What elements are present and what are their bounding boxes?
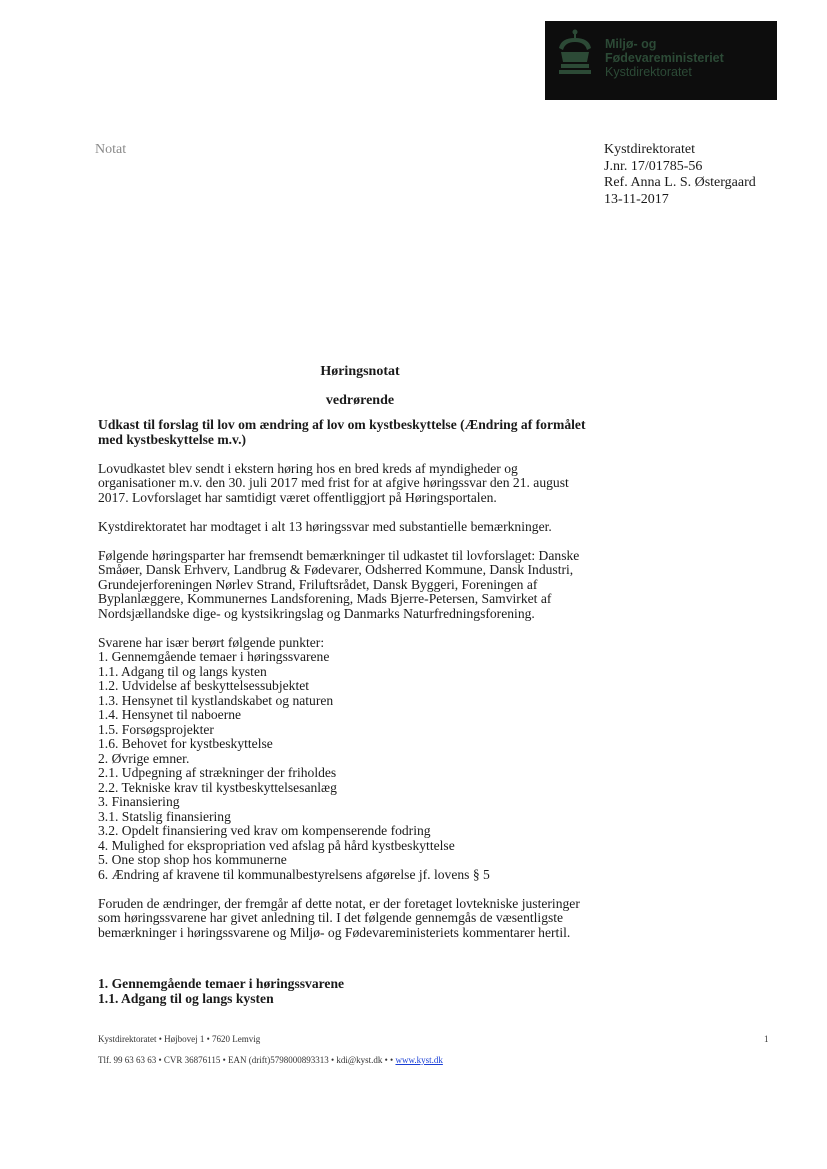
- crown-icon: [553, 28, 597, 78]
- paragraph-adjustments: Foruden de ændringer, der fremgår af dette notat, er der foretaget lovtekniske justeringer som høringssvarene har givet anledning til. I det følgende gennemgås de væsentligste bemærkninger i høringssvarene og Miljø- og Fødevareministeriets kommentarer hertil.: [98, 895, 580, 940]
- section-headings: [98, 977, 344, 1006]
- list-item: 2.1. Udpegning af strækninger der friholdes: [98, 765, 337, 780]
- page-number: 1: [764, 1034, 769, 1044]
- section-heading-1-1: 1.1. Adgang til og langs kysten: [98, 990, 274, 1006]
- meta-journal-number: J.nr. 17/01785-56: [604, 158, 703, 174]
- logo-text-agency: Kystdirektoratet: [605, 65, 692, 79]
- list-item: 1.1. Adgang til og langs kysten: [98, 663, 267, 679]
- list-item: 1.2. Udvidelse af beskyttelsessubjektet: [98, 678, 310, 693]
- document-title: Høringsnotat: [320, 364, 400, 379]
- footer-contact: [98, 1055, 443, 1065]
- topics-list: [98, 636, 598, 883]
- list-item: 3.1. Statslig finansiering: [98, 808, 231, 824]
- paragraph-respondents: Følgende høringsparter har fremsendt bemærkninger til udkastet til lovforslaget: Danske Småøer, Dansk Erhverv, Landbrug & Fødevarer, Odsherred Kommune, Dansk Industri, Grundejerforeningen Nørlev Strand, Friluftsrådet, Dansk Byggeri, Foreningen af Byplanlæggere, Kommunernes Landsforening, Mads Bjerre-Petersen, Samvirket af Nordsjællandske dige- og kystsikringslag og Danmarks Naturfredningsforening.: [98, 547, 580, 621]
- paragraph-responses-count: Kystdirektoratet har modtaget i alt 13 høringssvar med substantielle bemærkninger.: [98, 518, 552, 534]
- list-item: 1. Gennemgående temaer i høringssvarene: [98, 649, 330, 664]
- paragraph-consultation: Lovudkastet blev sendt i ekstern høring hos en bred kreds af myndigheder og organisationer m.v. den 30. juli 2017 med frist for at afgive høringssvar den 21. august 2017. Lovforslaget har samtidigt været offentliggjort på Høringsportalen.: [98, 460, 569, 505]
- list-item: 5. One stop shop hos kommunerne: [98, 852, 287, 867]
- document-body: [98, 418, 598, 955]
- meta-date: 13-11-2017: [604, 191, 669, 207]
- list-item: 3.2. Opdelt finansiering ved krav om kompenserende fodring: [98, 823, 431, 838]
- logo-text-ministry-line1: Miljø- og: [605, 37, 657, 51]
- footer-address: Kystdirektoratet • Højbovej 1 • 7620 Lemvig: [98, 1034, 261, 1044]
- section-heading-1: 1. Gennemgående temaer i høringssvarene: [98, 976, 345, 991]
- document-subtitle: vedrørende: [325, 393, 395, 408]
- document-type-label: Notat: [95, 142, 127, 157]
- list-item: 3. Finansiering: [98, 794, 180, 809]
- list-item: 1.4. Hensynet til naboerne: [98, 707, 242, 722]
- meta-agency: Kystdirektoratet: [604, 142, 695, 157]
- list-item: 2. Øvrige emner.: [98, 750, 190, 766]
- list-item: 2.2. Tekniske krav til kystbeskyttelsesanlæg: [98, 779, 337, 795]
- list-item: 1.3. Hensynet til kystlandskabet og naturen: [98, 692, 334, 708]
- list-item: 1.6. Behovet for kystbeskyttelse: [98, 736, 273, 751]
- document-subject: Udkast til forslag til lov om ændring af lov om kystbeskyttelse (Ændring af formålet med kystbeskyttelse m.v.): [98, 417, 586, 447]
- topics-list-intro: Svarene har især berørt følgende punkter:: [98, 634, 325, 650]
- list-item: 4. Mulighed for ekspropriation ved afslag på hård kystbeskyttelse: [98, 837, 455, 853]
- footer-contact-text: Tlf. 99 63 63 63 • CVR 36876115 • EAN (drift)5798000893313 • kdi@kyst.dk • •: [98, 1055, 396, 1065]
- ministry-logo: [545, 21, 777, 100]
- list-item: 1.5. Forsøgsprojekter: [98, 721, 214, 737]
- logo-text-ministry-line2: Fødevareministeriet: [605, 51, 724, 65]
- list-item: 6. Ændring af kravene til kommunalbestyrelsens afgørelse jf. lovens § 5: [98, 866, 490, 882]
- website-link[interactable]: www.kyst.dk: [395, 1055, 443, 1065]
- meta-reference: Ref. Anna L. S. Østergaard: [604, 175, 756, 190]
- document-meta: [604, 142, 756, 208]
